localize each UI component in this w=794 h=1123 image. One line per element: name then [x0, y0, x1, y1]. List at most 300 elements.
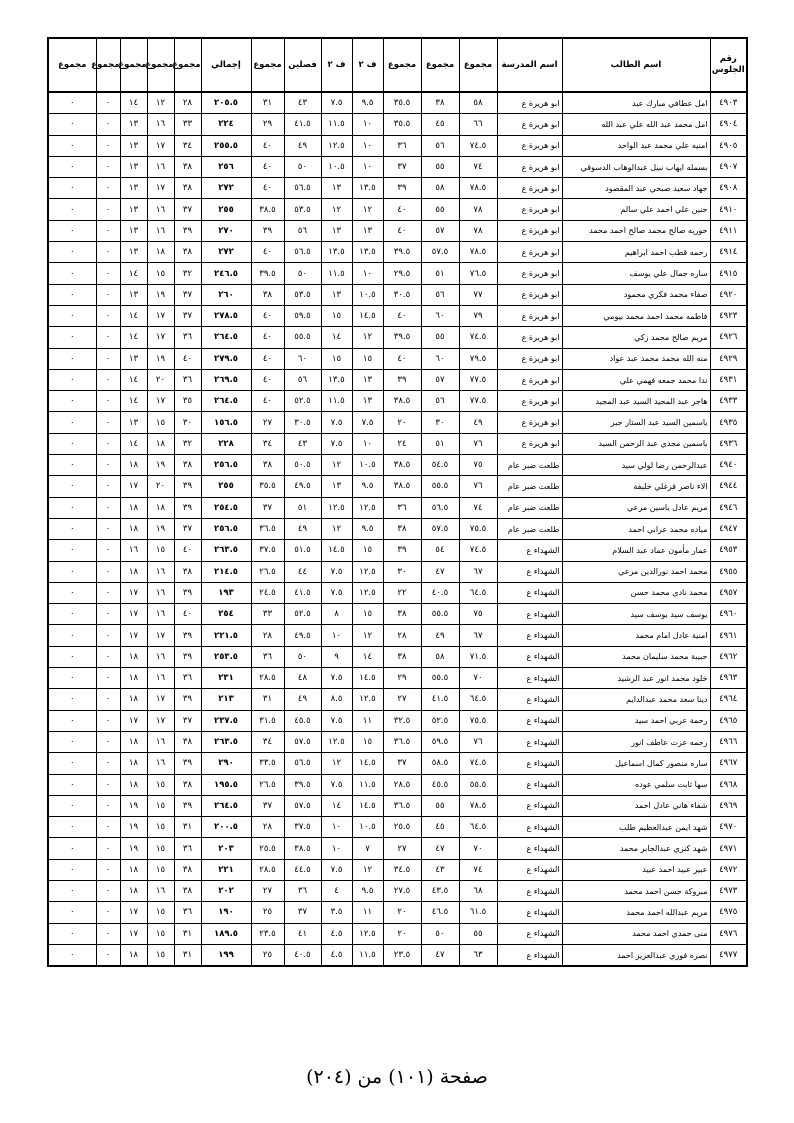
score-cell: ٣٦	[174, 327, 201, 348]
score-cell: ٥٦.٥	[284, 178, 321, 199]
score-cell: ٣٣	[251, 604, 284, 625]
score-cell: ١٦	[147, 646, 174, 667]
score-cell: ٠	[48, 604, 96, 625]
score-cell: ٥٧.٥	[421, 242, 459, 263]
score-cell: ٣٢	[174, 433, 201, 454]
seat-number-cell: ٤٩٢٠	[710, 284, 747, 305]
score-cell: ٢٠	[383, 923, 421, 944]
score-cell: ٣١	[174, 944, 201, 966]
score-cell: ٣٦.٥	[251, 518, 284, 539]
score-cell: ٣٨	[174, 178, 201, 199]
score-cell: ٣٤	[251, 433, 284, 454]
seat-number-cell: ٤٩٧٠	[710, 817, 747, 838]
score-cell: ١١.٥	[352, 944, 383, 966]
score-cell: ٤٥	[421, 817, 459, 838]
seat-number-cell: ٤٩٧١	[710, 838, 747, 859]
score-cell: ٤١.٥	[421, 689, 459, 710]
score-cell: ٠	[48, 497, 96, 518]
score-cell: ١٣	[321, 220, 352, 241]
score-cell: ٥٥.٥	[284, 327, 321, 348]
school-name-cell: الشهداء ع	[497, 540, 562, 561]
score-cell: ٣٥.٥	[251, 476, 284, 497]
score-cell: ٢٣.٥	[251, 923, 284, 944]
school-name-cell: الشهداء ع	[497, 604, 562, 625]
column-header: مجموع	[421, 38, 459, 92]
score-cell: ٧.٥	[321, 774, 352, 795]
score-cell: ٣٩	[383, 540, 421, 561]
score-cell: ٣٧	[383, 156, 421, 177]
score-cell: ٢٨.٥	[251, 668, 284, 689]
score-cell: ٠	[96, 455, 120, 476]
score-cell: ٢٩٠	[201, 753, 251, 774]
table-row	[48, 156, 747, 177]
score-cell: ١٥	[147, 817, 174, 838]
score-cell: ٥٦.٥	[284, 753, 321, 774]
score-cell: ١٩	[120, 838, 147, 859]
column-header: مجموع	[147, 38, 174, 92]
school-name-cell: ابو هريرة ع	[497, 348, 562, 369]
seat-number-cell: ٤٩١١	[710, 220, 747, 241]
student-name-cell: ساره جمال علي يوسف	[562, 263, 710, 284]
score-cell: ٢٥٥	[201, 199, 251, 220]
school-name-cell: ابو هريرة ع	[497, 199, 562, 220]
score-cell: ٠	[48, 327, 96, 348]
school-name-cell: الشهداء ع	[497, 689, 562, 710]
score-cell: ٥٥.٥	[421, 476, 459, 497]
student-name-cell: شفاء هاني عادل احمد	[562, 795, 710, 816]
seat-number-cell: ٤٩٦٤	[710, 689, 747, 710]
score-cell: ٤١.٥	[284, 114, 321, 135]
score-cell: ٠	[48, 838, 96, 859]
score-cell: ٣٨.٥	[251, 199, 284, 220]
page-number-footer: صفحة (١٠١) من (٢٠٤)	[306, 1066, 488, 1088]
score-cell: ١٣	[120, 412, 147, 433]
school-name-cell: الشهداء ع	[497, 944, 562, 966]
student-name-cell: رحمه قطب احمد ابراهيم	[562, 242, 710, 263]
score-cell: ٢٧	[251, 412, 284, 433]
score-cell: ٠	[96, 774, 120, 795]
score-cell: ١٣	[352, 220, 383, 241]
score-cell: ٣٩	[174, 220, 201, 241]
student-name-cell: امل محمد عبد الله علي عبد الله	[562, 114, 710, 135]
score-cell: ٤٠	[251, 305, 284, 326]
score-cell: ٥٧	[421, 369, 459, 390]
column-header: اسم الطالب	[562, 38, 710, 92]
school-name-cell: ابو هريرة ع	[497, 433, 562, 454]
score-cell: ٠	[48, 348, 96, 369]
score-cell: ٣٨	[174, 156, 201, 177]
school-name-cell: ابو هريرة ع	[497, 178, 562, 199]
score-cell: ٢٠٣	[201, 838, 251, 859]
column-header: ف ٢	[352, 38, 383, 92]
score-cell: ٠	[96, 135, 120, 156]
table-row	[48, 327, 747, 348]
score-cell: ١٨	[120, 497, 147, 518]
score-cell: ١٨	[120, 880, 147, 901]
score-cell: ٥٤	[421, 540, 459, 561]
score-cell: ٣٨	[174, 731, 201, 752]
score-cell: ١٢	[321, 455, 352, 476]
seat-number-cell: ٤٩٠٣	[710, 92, 747, 114]
score-cell: ٤٧	[421, 561, 459, 582]
score-cell: ٠	[48, 156, 96, 177]
score-cell: ٤٠	[251, 178, 284, 199]
table-row	[48, 923, 747, 944]
score-cell: ٣٧	[251, 497, 284, 518]
score-cell: ١٥	[147, 774, 174, 795]
score-cell: ٣٦	[284, 880, 321, 901]
score-cell: ١٠	[321, 625, 352, 646]
score-cell: ٠	[96, 305, 120, 326]
score-cell: ٤	[321, 880, 352, 901]
score-cell: ١٢.٥	[352, 923, 383, 944]
score-cell: ١٥	[147, 412, 174, 433]
score-cell: ٤٣	[284, 433, 321, 454]
score-cell: ٢٥٦	[201, 156, 251, 177]
score-cell: ٥٠.٥	[284, 455, 321, 476]
score-cell: ٢٥٥.٥	[201, 135, 251, 156]
table-body	[48, 92, 747, 966]
score-cell: ٧٨.٥	[459, 795, 497, 816]
score-cell: ٤٤.٥	[284, 859, 321, 880]
score-cell: ٠	[48, 284, 96, 305]
score-cell: ٣٩	[174, 497, 201, 518]
school-name-cell: ابو هريرة ع	[497, 412, 562, 433]
score-cell: ٧٧.٥	[459, 391, 497, 412]
score-cell: ٣١	[174, 817, 201, 838]
score-cell: ٣٧	[251, 795, 284, 816]
seat-number-cell: ٤٩٦١	[710, 625, 747, 646]
column-header: مجموع	[383, 38, 421, 92]
table-row	[48, 263, 747, 284]
table-row	[48, 540, 747, 561]
school-name-cell: الشهداء ع	[497, 902, 562, 923]
score-cell: ١٣	[321, 284, 352, 305]
student-name-cell: عمار مأمون عماد عبد السلام	[562, 540, 710, 561]
school-name-cell: الشهداء ع	[497, 923, 562, 944]
score-cell: ٢٨.٥	[383, 774, 421, 795]
score-cell: ١١.٥	[321, 114, 352, 135]
score-cell: ١٢.٥	[321, 497, 352, 518]
score-cell: ٧.٥	[321, 433, 352, 454]
score-cell: ٢٨	[251, 817, 284, 838]
score-cell: ٠	[48, 902, 96, 923]
seat-number-cell: ٤٩٥٥	[710, 561, 747, 582]
score-cell: ١٢.٥	[321, 135, 352, 156]
score-cell: ٣٣	[174, 114, 201, 135]
table-row	[48, 518, 747, 539]
score-cell: ١٧	[147, 710, 174, 731]
student-name-cell: بسمله ايهاب نبيل عبدالوهاب الدسوقي	[562, 156, 710, 177]
seat-number-cell: ٤٩٣٦	[710, 433, 747, 454]
score-cell: ٧٥	[459, 455, 497, 476]
score-cell: ٣٩	[251, 220, 284, 241]
score-cell: ٦٤.٥	[459, 582, 497, 603]
score-cell: ٧٤	[459, 859, 497, 880]
column-header: مجموع	[96, 38, 120, 92]
score-cell: ٠	[96, 518, 120, 539]
table-row	[48, 646, 747, 667]
score-cell: ١٦	[120, 540, 147, 561]
seat-number-cell: ٤٩٠٧	[710, 156, 747, 177]
table-row	[48, 753, 747, 774]
student-name-cell: امنيه علي محمد عبد الواحد	[562, 135, 710, 156]
score-cell: ١٨	[120, 774, 147, 795]
score-cell: ٠	[48, 646, 96, 667]
score-cell: ١٦	[147, 880, 174, 901]
score-cell: ٤٩	[284, 518, 321, 539]
score-cell: ٢٥٤	[201, 604, 251, 625]
score-cell: ٥٥	[421, 327, 459, 348]
score-cell: ٥٩.٥	[421, 731, 459, 752]
score-cell: ٩	[321, 646, 352, 667]
score-cell: ٣٦	[174, 668, 201, 689]
score-cell: ٠	[48, 880, 96, 901]
score-cell: ٥٠	[284, 263, 321, 284]
score-cell: ١٤	[120, 263, 147, 284]
student-name-cell: دينا سعد محمد عبدالدايم	[562, 689, 710, 710]
score-cell: ٤٠	[251, 391, 284, 412]
score-cell: ٤٠	[174, 604, 201, 625]
score-cell: ٧	[352, 838, 383, 859]
score-cell: ١٣	[321, 178, 352, 199]
table-row	[48, 689, 747, 710]
score-cell: ١٤	[120, 305, 147, 326]
score-cell: ١٦	[147, 582, 174, 603]
score-cell: ١٢	[352, 199, 383, 220]
student-name-cell: شهد ايمن عبدالعظيم طلب	[562, 817, 710, 838]
score-cell: ٠	[96, 497, 120, 518]
score-cell: ١٣	[120, 348, 147, 369]
score-cell: ٢٧	[383, 838, 421, 859]
score-cell: ٥٦.٥	[421, 497, 459, 518]
score-cell: ١٦	[147, 753, 174, 774]
score-cell: ٢٧٠	[201, 220, 251, 241]
score-cell: ٣٠.٥	[383, 284, 421, 305]
seat-number-cell: ٤٩٧٣	[710, 880, 747, 901]
score-cell: ٥٥	[421, 156, 459, 177]
score-cell: ١٣.٥	[321, 242, 352, 263]
grades-table	[47, 37, 748, 967]
score-cell: ٣١	[251, 92, 284, 114]
score-cell: ٢٨	[383, 625, 421, 646]
score-cell: ١٥	[147, 859, 174, 880]
score-cell: ٩.٥	[352, 518, 383, 539]
school-name-cell: الشهداء ع	[497, 646, 562, 667]
score-cell: ٣٩	[174, 582, 201, 603]
seat-number-cell: ٤٩٦٠	[710, 604, 747, 625]
school-name-cell: الشهداء ع	[497, 625, 562, 646]
score-cell: ١٤	[120, 327, 147, 348]
score-cell: ٢٧	[251, 880, 284, 901]
score-cell: ٢٦٤.٥	[201, 327, 251, 348]
score-cell: ٢٠٠.٥	[201, 817, 251, 838]
seat-number-cell: ٤٩٠٨	[710, 178, 747, 199]
score-cell: ٥٨	[421, 646, 459, 667]
score-cell: ١٠	[321, 817, 352, 838]
score-cell: ٠	[96, 348, 120, 369]
school-name-cell: الشهداء ع	[497, 817, 562, 838]
score-cell: ٢٥٤.٥	[201, 497, 251, 518]
score-cell: ٣٩.٥	[383, 327, 421, 348]
score-cell: ٥٤.٥	[421, 455, 459, 476]
score-cell: ٥٦	[421, 391, 459, 412]
score-cell: ١٣.٥	[352, 242, 383, 263]
score-cell: ١٥٦.٥	[201, 412, 251, 433]
score-cell: ٠	[48, 753, 96, 774]
column-header: مجموع	[459, 38, 497, 92]
score-cell: ٤٠	[251, 369, 284, 390]
student-name-cell: ندا محمد جمعه فهمي علي	[562, 369, 710, 390]
score-cell: ٣٩	[383, 369, 421, 390]
score-cell: ٥٦	[421, 284, 459, 305]
student-name-cell: منى حمدي احمد محمد	[562, 923, 710, 944]
score-cell: ١٢	[321, 753, 352, 774]
score-cell: ١٢.٥	[321, 731, 352, 752]
score-cell: ١٠.٥	[352, 817, 383, 838]
score-cell: ١٩	[120, 795, 147, 816]
school-name-cell: ابو هريرة ع	[497, 156, 562, 177]
school-name-cell: الشهداء ع	[497, 795, 562, 816]
score-cell: ٢٢١	[201, 859, 251, 880]
score-cell: ٠	[96, 263, 120, 284]
school-name-cell: ابو هريرة ع	[497, 242, 562, 263]
score-cell: ٤٩	[284, 135, 321, 156]
table-row	[48, 582, 747, 603]
student-name-cell: خلود محمد انور عبد الرشيد	[562, 668, 710, 689]
score-cell: ١٠.٥	[321, 156, 352, 177]
seat-number-cell: ٤٩٤٧	[710, 518, 747, 539]
score-cell: ١٩٥.٥	[201, 774, 251, 795]
score-cell: ٢٤.٥	[251, 582, 284, 603]
score-cell: ١٩	[147, 348, 174, 369]
score-cell: ٧٦	[459, 731, 497, 752]
score-cell: ١٩	[120, 817, 147, 838]
score-cell: ٠	[48, 433, 96, 454]
score-cell: ٠	[96, 838, 120, 859]
table-row	[48, 178, 747, 199]
score-cell: ٩.٥	[352, 880, 383, 901]
score-cell: ٣٩.٥	[251, 263, 284, 284]
score-cell: ٣٠	[383, 561, 421, 582]
score-cell: ١١.٥	[321, 391, 352, 412]
score-cell: ٤٠	[174, 348, 201, 369]
score-cell: ٠	[96, 731, 120, 752]
score-cell: ٠	[48, 305, 96, 326]
column-header: اسم المدرسة	[497, 38, 562, 92]
score-cell: ٠	[48, 135, 96, 156]
score-cell: ٥٦.٥	[284, 242, 321, 263]
score-cell: ١٣	[120, 114, 147, 135]
score-cell: ٠	[48, 114, 96, 135]
student-name-cell: ساره منصور كمال اسماعيل	[562, 753, 710, 774]
score-cell: ٣٠	[174, 412, 201, 433]
score-cell: ٤٣.٥	[421, 880, 459, 901]
score-cell: ٦٨	[459, 880, 497, 901]
score-cell: ٤١	[284, 923, 321, 944]
score-cell: ٣٩	[174, 646, 201, 667]
score-cell: ١٨	[120, 731, 147, 752]
score-cell: ١٦	[147, 156, 174, 177]
column-header: مجموع	[48, 38, 96, 92]
seat-number-cell: ٤٩٠٥	[710, 135, 747, 156]
score-cell: ١٨	[147, 497, 174, 518]
score-cell: ٤٩.٥	[284, 476, 321, 497]
score-cell: ٣٩.٥	[284, 774, 321, 795]
score-cell: ١٣	[120, 199, 147, 220]
score-cell: ٣٨	[174, 561, 201, 582]
score-cell: ٣٧	[284, 902, 321, 923]
score-cell: ٧.٥	[321, 582, 352, 603]
score-cell: ١٢	[352, 327, 383, 348]
score-cell: ٨.٥	[321, 689, 352, 710]
score-cell: ٧٨	[459, 199, 497, 220]
score-cell: ٥٥	[421, 199, 459, 220]
score-cell: ٢٣٧.٥	[201, 710, 251, 731]
score-cell: ٣٧	[174, 518, 201, 539]
school-name-cell: ابو هريرة ع	[497, 284, 562, 305]
score-cell: ١٧	[147, 305, 174, 326]
score-cell: ١٨٩.٥	[201, 923, 251, 944]
table-row	[48, 305, 747, 326]
score-cell: ٠	[48, 731, 96, 752]
student-name-cell: يوسف سيد يوسف سيد	[562, 604, 710, 625]
score-cell: ٥٨	[421, 178, 459, 199]
score-cell: ١٥	[147, 923, 174, 944]
school-name-cell: الشهداء ع	[497, 668, 562, 689]
school-name-cell: طلعت ضبر عام	[497, 497, 562, 518]
score-cell: ٣٨	[421, 92, 459, 114]
score-cell: ١٧	[120, 604, 147, 625]
score-cell: ١٨	[120, 455, 147, 476]
student-name-cell: ياسمين السيد عبد الستار جبر	[562, 412, 710, 433]
score-cell: ٠	[96, 646, 120, 667]
score-cell: ١٥	[147, 540, 174, 561]
score-cell: ١٧	[120, 582, 147, 603]
score-cell: ١٠	[352, 433, 383, 454]
score-cell: ٣٧.٥	[284, 817, 321, 838]
score-cell: ١٧	[147, 135, 174, 156]
score-cell: ٢٠	[383, 412, 421, 433]
score-cell: ٢٦٩.٥	[201, 369, 251, 390]
score-cell: ٣٨	[383, 604, 421, 625]
score-cell: ١٥	[147, 902, 174, 923]
score-cell: ١٧	[120, 902, 147, 923]
score-cell: ٥٥	[421, 795, 459, 816]
score-cell: ٠	[48, 795, 96, 816]
score-cell: ١٨	[120, 753, 147, 774]
score-cell: ٤٣	[284, 92, 321, 114]
table-row	[48, 731, 747, 752]
score-cell: ٢٦.٥	[251, 561, 284, 582]
school-name-cell: الشهداء ع	[497, 838, 562, 859]
score-cell: ٣٩	[174, 689, 201, 710]
school-name-cell: ابو هريرة ع	[497, 135, 562, 156]
score-cell: ٥٢.٥	[421, 710, 459, 731]
score-cell: ١٧	[120, 710, 147, 731]
score-cell: ٧٥.٥	[459, 710, 497, 731]
score-cell: ٣٨	[174, 455, 201, 476]
seat-number-cell: ٤٩٣١	[710, 369, 747, 390]
score-cell: ١٠	[321, 838, 352, 859]
score-cell: ١٥	[321, 348, 352, 369]
school-name-cell: الشهداء ع	[497, 753, 562, 774]
score-cell: ١٤	[120, 369, 147, 390]
score-cell: ١١.٥	[352, 774, 383, 795]
score-cell: ١٤.٥	[352, 668, 383, 689]
score-cell: ٣١.٥	[251, 710, 284, 731]
seat-number-cell: ٤٩٢٦	[710, 327, 747, 348]
